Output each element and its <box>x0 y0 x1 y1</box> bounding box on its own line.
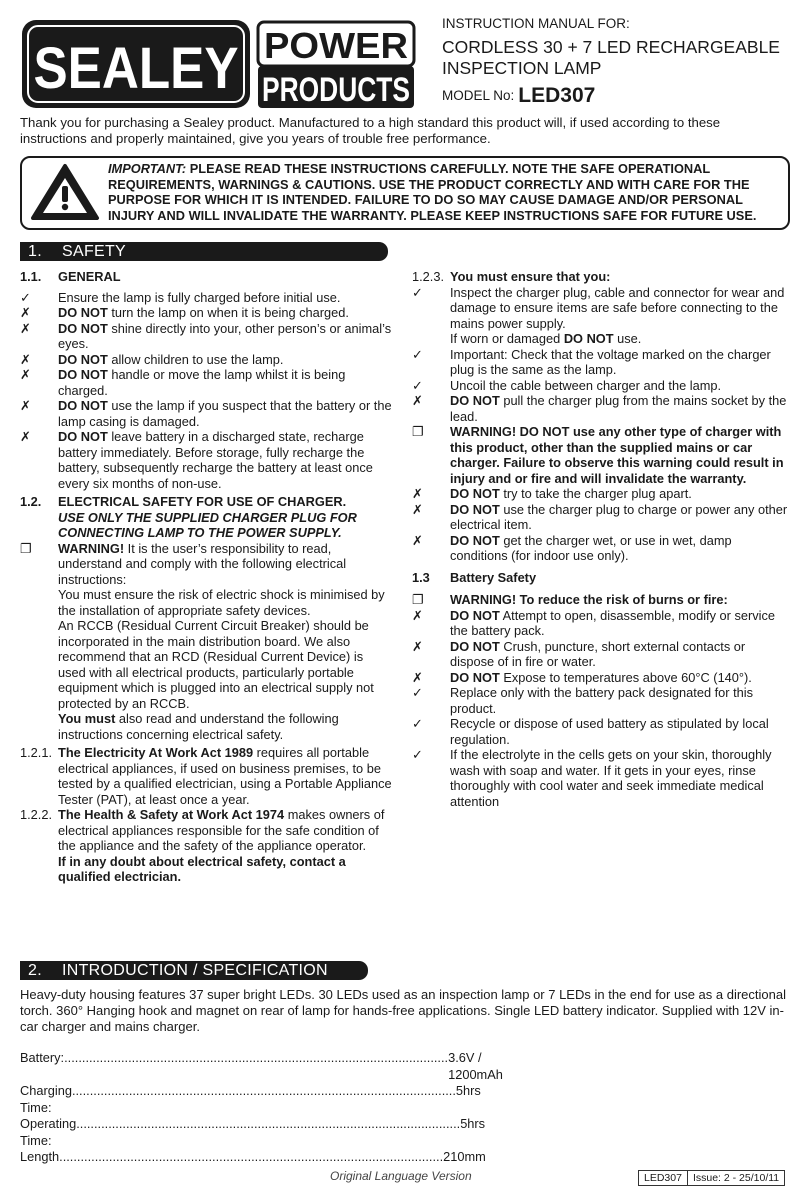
model-number <box>442 84 595 108</box>
checkbox-icon: ❐ <box>20 540 32 556</box>
check-icon: ✓ <box>412 747 423 762</box>
important-lead: IMPORTANT: <box>108 161 187 176</box>
svg-text:PRODUCTS: PRODUCTS <box>262 71 410 109</box>
check-icon: ✓ <box>412 346 423 362</box>
s13-number: 1.3 <box>412 569 430 585</box>
cross-icon: ✗ <box>412 638 423 654</box>
important-body: PLEASE READ THESE INSTRUCTIONS CAREFULLY. NOTE THE SAFE OPERATIONAL REQUIREMENTS, WARNINGS & CAUTIONS. USE THE PRODUCT CORRECTLY AND WITH CARE FOR THE PURPOSE FOR WHICH IT IS INTENDED. FAILURE TO DO SO MAY CAUSE DAMAGE AND/OR PERSONAL INJURY AND WILL INVALIDATE THE WARRANTY. PLEASE KEEP INSTRUCTIONS SAFE FOR FUTURE USE. <box>108 161 757 223</box>
s13-title: Battery Safety <box>450 569 537 585</box>
s11-heading <box>20 269 392 285</box>
section-2-header <box>20 961 368 980</box>
cross-icon: ✗ <box>412 393 423 408</box>
s12-heading <box>20 494 392 510</box>
cross-icon: ✗ <box>20 429 31 444</box>
s12-warning: ❐ WARNING! It is the user’s responsibility to read, understand and comply with the following electrical instructions: <box>20 540 347 587</box>
spec-row: Operating Time: ............................................................................................................ 5hrs <box>20 1116 486 1148</box>
spec-row: Length ............................................................................................................ 210mm <box>20 1149 486 1164</box>
s12-number: 1.2. <box>20 494 42 509</box>
svg-text:SEALEY: SEALEY <box>33 36 239 101</box>
cross-icon: ✗ <box>412 532 423 548</box>
cross-icon: ✗ <box>20 398 31 413</box>
power-products-logo <box>256 20 416 110</box>
s122-number: 1.2.2. <box>20 807 53 822</box>
list-item: ✓ Important: Check that the voltage marked on the charger plug is the same as the lamp. <box>412 346 771 377</box>
section-1-title: SAFETY <box>62 243 127 260</box>
check-icon: ✓ <box>412 716 423 731</box>
list-item: ✓ Inspect the charger plug, cable and connector for wear and damage to ensure items are safe before connecting to the mains power supply. If worn or damaged DO NOT use. <box>412 284 785 346</box>
cross-icon: ✗ <box>412 669 423 685</box>
cross-icon: ✗ <box>412 607 423 623</box>
list-item: ✓ Ensure the lamp is fully charged before initial use. <box>20 289 341 305</box>
list-item: ✓ Replace only with the battery pack designated for this product. <box>412 685 754 716</box>
checkbox-icon: ❐ <box>412 424 424 439</box>
warning-triangle-icon <box>30 162 100 222</box>
s12-paragraph: You must also read and understand the following instructions concerning electrical safety. <box>58 711 339 742</box>
product-title <box>442 37 780 79</box>
s122-contact: If in any doubt about electrical safety, contact a qualified electrician. <box>58 853 346 884</box>
list-item: ❐ WARNING! DO NOT use any other type of charger with this product, other than the supplied mains or car charger. Failure to observe this warning could result in injury and or fire and will invalidate the warranty. <box>412 424 784 486</box>
list-item: ✗ DO NOT Expose to temperatures above 60°C (140°). <box>412 669 752 685</box>
list-item: ✗ DO NOT Crush, puncture, short external contacts or dispose of in fire or water. <box>412 638 746 669</box>
title-line-2: INSPECTION LAMP <box>442 58 602 78</box>
list-item: ✗ DO NOT leave battery in a discharged state, recharge battery immediately. Before storage, fully recharge the battery, subsequently recharge the battery at least once every six months of non-use. <box>20 429 373 491</box>
right-column <box>412 269 788 809</box>
list-item: ✗ DO NOT turn the lamp on when it is being charged. <box>20 305 349 320</box>
cross-icon: ✗ <box>412 486 423 501</box>
s122-paragraph: 1.2.2. The Health & Safety at Work Act 1974 makes owners of electrical appliances responsible for the safe condition of the appliance and the safety of the appliance operator. <box>20 807 385 853</box>
section-2-number: 2. <box>28 962 42 979</box>
s121-number: 1.2.1. <box>20 745 53 760</box>
footer-issue: Issue: 2 - 25/10/11 <box>687 1171 784 1185</box>
spec-row: Charging Time: ............................................................................................................ 5hrs <box>20 1083 481 1115</box>
s13-heading <box>412 570 788 586</box>
s123-number: 1.2.3. <box>412 269 445 284</box>
intro-spec-paragraph: Heavy-duty housing features 37 super bright LEDs. 30 LEDs used as an inspection lamp or 7 LEDs in the end for use as a directional torch. 360° Hanging hook and magnet on rear of lamp for hands-free applications. Single LED battery indicator. Supplied with 12V in-car charger and mains charger. <box>20 987 786 1034</box>
s11-title: GENERAL <box>58 269 121 284</box>
s12-paragraph: You must ensure the risk of electric shock is minimised by the installation of appropriate safety devices. <box>58 587 385 618</box>
s123-heading: 1.2.3. You must ensure that you: <box>412 269 611 284</box>
svg-text:POWER: POWER <box>264 25 408 66</box>
section-1-number: 1. <box>28 243 42 260</box>
s121-paragraph: 1.2.1. The Electricity At Work Act 1989 requires all portable electrical appliances, if used on business premises, to be tested by a qualified electrician, using a Portable Appliance Tester (PAT), at least once a year. <box>20 745 392 807</box>
sealey-logo <box>20 18 252 110</box>
left-column <box>20 269 392 885</box>
list-item: ✗ DO NOT get the charger wet, or use in wet, damp conditions (for indoor use only). <box>412 532 732 563</box>
spec-table <box>20 1050 503 1166</box>
model-value: LED307 <box>518 84 596 107</box>
list-item: ✗ DO NOT use the lamp if you suspect that the battery or the lamp casing is damaged. <box>20 398 392 429</box>
spec-row: Battery: ............................................................................................................ 3.6V / 1200mAh <box>20 1050 503 1082</box>
list-item: ✗ DO NOT handle or move the lamp whilst it is being charged. <box>20 367 346 398</box>
section-1-header <box>20 242 388 261</box>
s12-subtitle: USE ONLY THE SUPPLIED CHARGER PLUG FOR CONNECTING LAMP TO THE POWER SUPPLY. <box>58 509 357 540</box>
language-note: Original Language Version <box>330 1169 472 1183</box>
list-item: ✗ DO NOT shine directly into your, other person’s or animal’s eyes. <box>20 320 392 351</box>
model-label: MODEL No: <box>442 88 515 103</box>
check-icon: ✓ <box>412 284 423 300</box>
list-item: ✗ DO NOT try to take the charger plug apart. <box>412 486 692 501</box>
document-reference <box>638 1170 785 1186</box>
list-item: ❐ WARNING! To reduce the risk of burns or fire: <box>412 592 728 607</box>
list-item: ✓ Recycle or dispose of used battery as stipulated by local regulation. <box>412 716 769 747</box>
section-2-title: INTRODUCTION / SPECIFICATION <box>62 962 328 979</box>
cross-icon: ✗ <box>412 501 423 517</box>
s11-number: 1.1. <box>20 269 42 284</box>
title-line-1: CORDLESS 30 + 7 LED RECHARGEABLE <box>442 37 780 57</box>
cross-icon: ✗ <box>20 320 31 336</box>
footer-model: LED307 <box>644 1172 682 1184</box>
manual-label: INSTRUCTION MANUAL FOR: <box>442 16 630 31</box>
list-item: ✓ If the electrolyte in the cells gets on your skin, thoroughly wash with soap and water. If it gets in your eyes, rinse thoroughly with cool water and seek immediate medical attention <box>412 747 772 809</box>
list-item: ✗ DO NOT use the charger plug to charge or power any other electrical item. <box>412 501 788 532</box>
s12-title: ELECTRICAL SAFETY FOR USE OF CHARGER. <box>58 494 347 509</box>
list-item: ✗ DO NOT allow children to use the lamp. <box>20 351 284 367</box>
cross-icon: ✗ <box>20 351 31 367</box>
s12-paragraph: An RCCB (Residual Current Circuit Breaker) should be incorporated in the main distribution board. We also recommend that an RCD (Residual Current Device) is used with all electrical products, particularly portable equipment which is plugged into an electrical supply not protected by an RCCB. <box>58 618 374 711</box>
cross-icon: ✗ <box>20 367 31 382</box>
list-item: ✗ DO NOT pull the charger plug from the mains socket by the lead. <box>412 393 787 424</box>
check-icon: ✓ <box>20 289 31 305</box>
checkbox-icon: ❐ <box>412 592 424 607</box>
intro-paragraph: Thank you for purchasing a Sealey product. Manufactured to a high standard this product will, if used according to these instructions and properly maintained, give you years of trouble free performance. <box>20 115 721 146</box>
important-text <box>108 161 784 223</box>
list-item: ✓ Uncoil the cable between charger and the lamp. <box>412 377 722 393</box>
list-item: ✗ DO NOT Attempt to open, disassemble, modify or service the battery pack. <box>412 607 776 638</box>
cross-icon: ✗ <box>20 305 31 320</box>
check-icon: ✓ <box>412 377 423 393</box>
check-icon: ✓ <box>412 685 423 700</box>
